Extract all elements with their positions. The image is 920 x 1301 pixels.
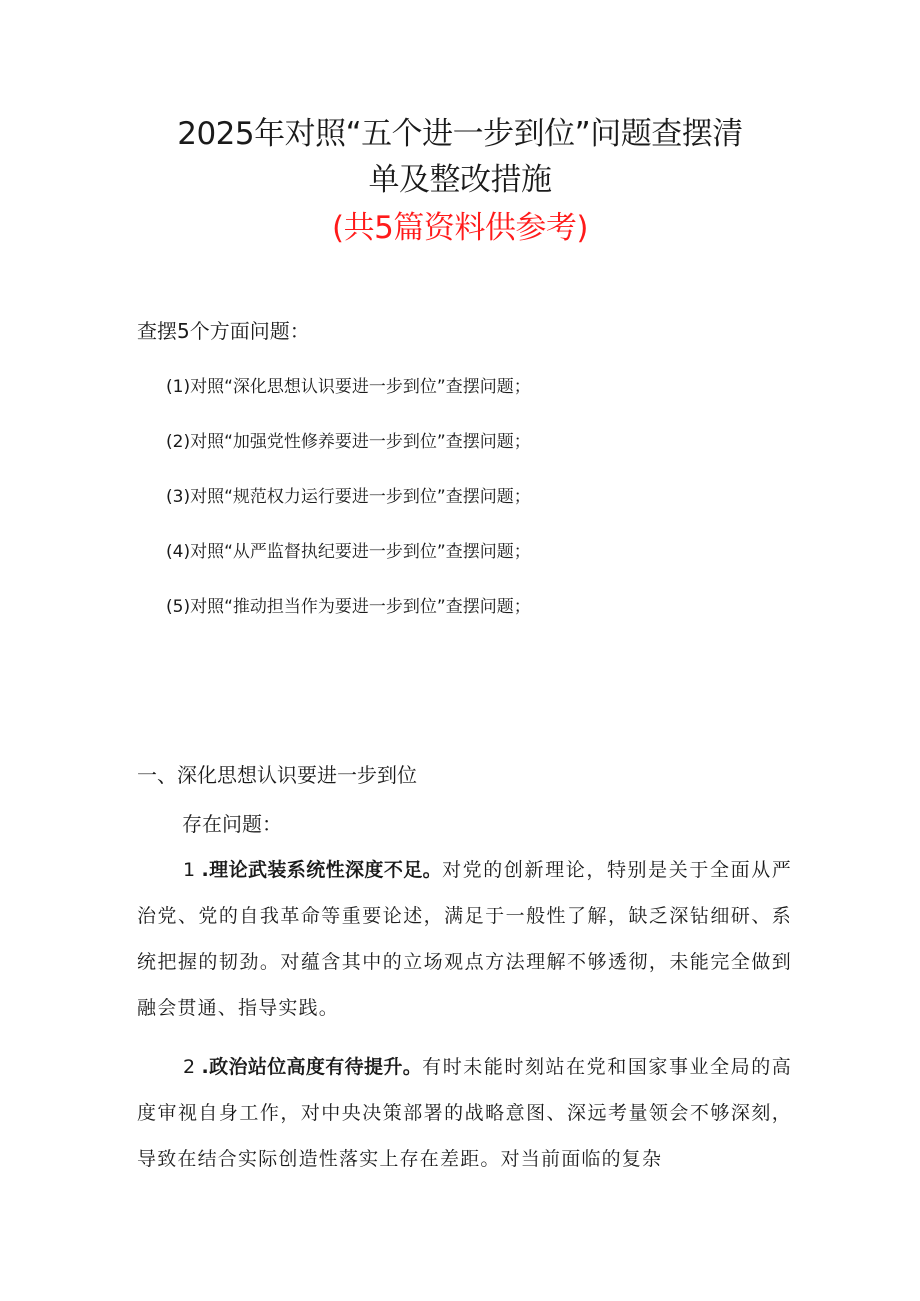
document-title-line-1: 2025年对照“五个进一步到位”问题查摆清 <box>177 116 743 152</box>
aspect-item-5: (5)对照“推动担当作为要进一步到位”查摆问题； <box>166 597 531 617</box>
item-number: 2 <box>183 1056 202 1078</box>
aspect-item-3: (3)对照“规范权力运行要进一步到位”查摆问题； <box>166 487 531 507</box>
document-subtitle: (共5篇资料供参考) <box>332 210 588 246</box>
item-body: 有时未能时刻站在党和国家事业全局的高度审视自身工作，对中央决策部署的战略意图、深远考量领会不够深刻，导致在结合实际创造性落实上存在差距。对当前面临的复杂 <box>137 1056 792 1170</box>
aspect-item-4: (4)对照“从严监督执纪要进一步到位”查摆问题； <box>166 542 531 562</box>
section-heading: 一、深化思想认识要进一步到位 <box>137 763 417 787</box>
aspect-list <box>166 372 531 647</box>
item-lead: .政治站位高度有待提升。 <box>201 1056 423 1078</box>
problems-subheading: 存在问题： <box>182 812 282 836</box>
aspect-item-2: (2)对照“加强党性修养要进一步到位”查摆问题； <box>166 432 531 452</box>
item-number: 1 <box>183 859 202 881</box>
intro-text: 查摆5个方面问题： <box>137 319 310 343</box>
problem-paragraph-2 <box>137 1044 792 1182</box>
item-body: 对党的创新理论，特别是关于全面从严治党、党的自我革命等重要论述，满足于一般性了解，缺乏深钻细研、系统把握的韧劲。对蕴含其中的立场观点方法理解不够透彻，未能完全做到融会贯通、指导实践。 <box>137 859 793 1019</box>
problem-paragraph-1 <box>137 847 792 1031</box>
document-title-line-2: 单及整改措施 <box>368 162 552 198</box>
aspect-item-1: (1)对照“深化思想认识要进一步到位”查摆问题； <box>166 377 531 397</box>
item-lead: .理论武装系统性深度不足。 <box>201 859 443 881</box>
